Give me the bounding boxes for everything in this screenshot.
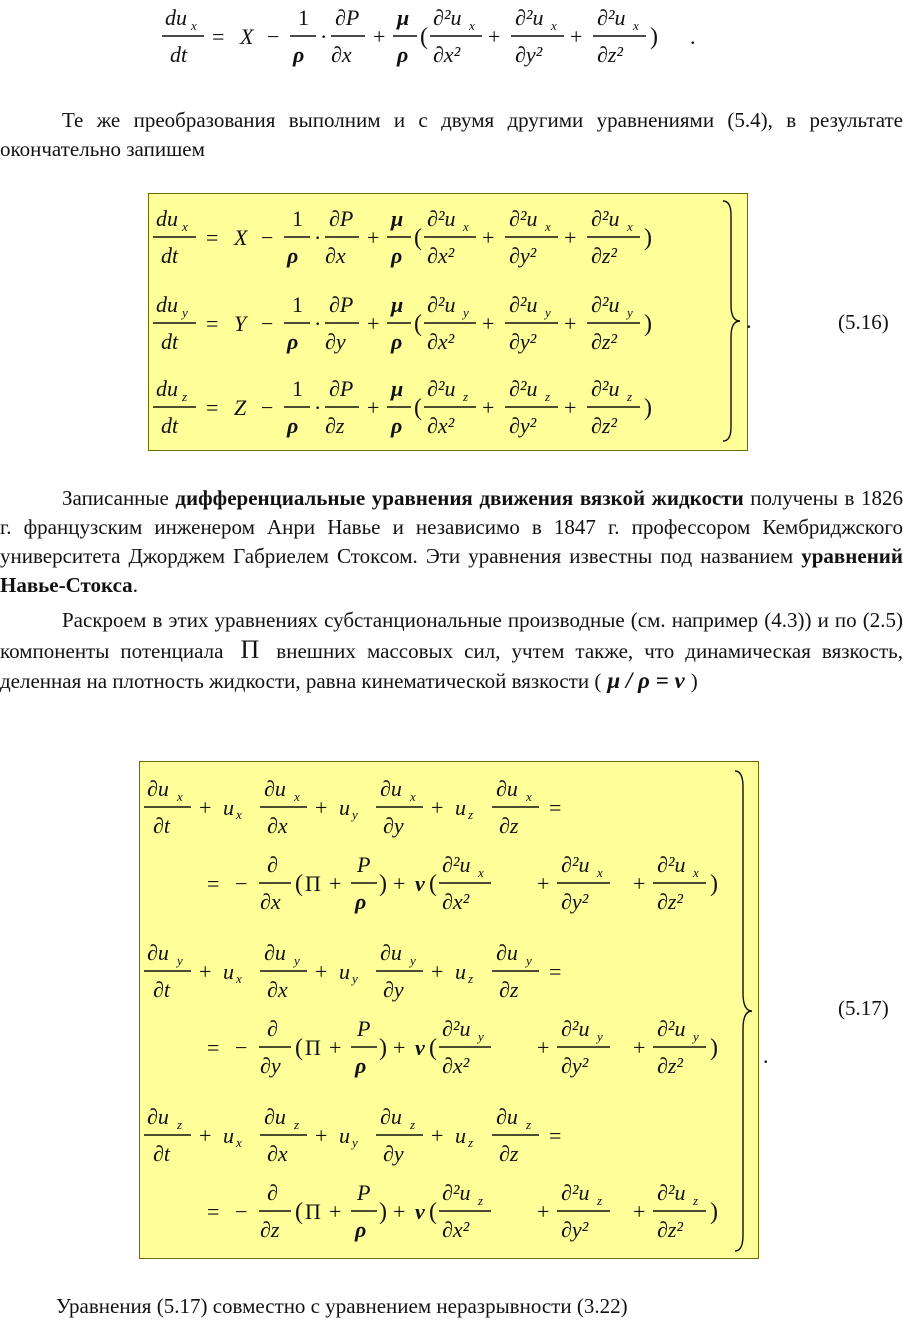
svg-text:x: x [410,789,416,804]
svg-text:dt: dt [161,243,179,268]
svg-text:−: − [235,1199,248,1224]
svg-text:du: du [156,376,178,401]
svg-text:=: = [206,395,219,420]
svg-text:z: z [597,1193,603,1208]
svg-text:+: + [564,311,577,336]
svg-text:x: x [236,1135,242,1150]
svg-text:dt: dt [170,42,188,67]
svg-text:(: ( [420,24,428,50]
svg-text:y: y [182,305,188,320]
svg-text:Π: Π [305,1199,321,1224]
svg-text:x: x [545,219,551,234]
svg-text:∂x²: ∂x² [442,1217,470,1242]
svg-text:x: x [294,789,300,804]
svg-text:x: x [236,971,242,986]
paragraph-substantial-derivatives [0,606,903,696]
svg-text:x: x [182,219,188,234]
svg-text:u: u [223,1123,234,1148]
svg-text:∂: ∂ [267,1016,278,1041]
svg-text:X: X [240,24,254,49]
svg-text:x: x [478,865,484,880]
svg-text:(: ( [429,871,437,897]
svg-text:+: + [393,1199,406,1224]
svg-text:∂u: ∂u [147,776,169,801]
svg-text:ρ: ρ [355,1217,367,1242]
svg-text:u: u [455,1123,466,1148]
svg-text:y: y [410,953,416,968]
svg-text:y: y [478,1029,484,1044]
svg-text:y: y [463,305,469,320]
svg-text:y: y [352,971,358,986]
svg-text:): ) [644,395,652,421]
svg-text:u: u [339,959,350,984]
svg-text:x: x [469,18,475,33]
svg-text:z: z [478,1193,484,1208]
paragraph-transform [0,106,903,164]
svg-text:∂x: ∂x [260,889,281,914]
svg-text:+: + [431,1123,444,1148]
svg-text:x: x [191,18,197,33]
svg-text:∂u: ∂u [380,1104,402,1129]
svg-text:z: z [468,971,474,986]
svg-text:(: ( [295,1199,303,1225]
svg-text:+: + [431,959,444,984]
svg-text:x: x [526,789,532,804]
svg-text:): ) [644,311,652,337]
svg-text:∂²u: ∂²u [509,206,538,231]
svg-text:1: 1 [298,5,309,30]
svg-text:∂y²: ∂y² [561,889,589,914]
svg-text:ρ: ρ [293,42,305,67]
equation-system-5-17 [139,761,779,1261]
svg-text:y: y [177,953,183,968]
svg-text:): ) [650,24,658,50]
svg-text:∂z: ∂z [499,813,519,838]
svg-text:x: x [627,219,633,234]
svg-text:z: z [410,1117,416,1132]
svg-text:∂u: ∂u [380,776,402,801]
svg-text:+: + [564,225,577,250]
svg-text:): ) [379,1035,387,1061]
svg-text:∂x²: ∂x² [433,42,461,67]
svg-text:∂x: ∂x [325,243,346,268]
svg-text:∂y²: ∂y² [561,1217,589,1242]
svg-text:∂y: ∂y [383,813,404,838]
svg-text:∂z²: ∂z² [591,243,618,268]
svg-text:z: z [182,389,188,404]
svg-text:∂P: ∂P [329,206,354,231]
svg-text:∂y²: ∂y² [515,42,543,67]
svg-text:+: + [564,395,577,420]
top-equation [150,0,770,75]
svg-text:∂u: ∂u [264,940,286,965]
potential-symbol: Π [240,635,260,664]
svg-text:=: = [549,795,562,820]
svg-text:∂z²: ∂z² [591,329,618,354]
equation-system-5-16 [148,193,768,451]
svg-text:dt: dt [161,329,179,354]
svg-text:∂x²: ∂x² [427,243,455,268]
svg-text:+: + [537,1035,550,1060]
svg-text:=: = [212,24,225,49]
text-run: ) [690,669,698,693]
svg-text:μ: μ [397,5,410,30]
svg-text:z: z [468,807,474,822]
svg-text:∂y: ∂y [325,329,346,354]
svg-text:·: · [314,395,322,420]
paragraph-text: Те же преобразования выполним и с двумя другими уравнениями (5.4), в результате окончательно запишем [0,108,903,161]
svg-text:.: . [763,1043,769,1068]
svg-text:=: = [549,959,562,984]
svg-text:=: = [206,311,219,336]
svg-text:z: z [294,1117,300,1132]
svg-text:∂²u: ∂²u [427,292,456,317]
svg-text:+: + [199,959,212,984]
svg-text:): ) [710,1199,718,1225]
svg-text:=: = [206,225,219,250]
svg-text:∂z²: ∂z² [657,889,684,914]
svg-text:∂P: ∂P [335,5,360,30]
svg-text:P: P [357,1180,371,1205]
svg-text:ν: ν [415,871,425,896]
svg-text:(: ( [429,1035,437,1061]
svg-text:μ: μ [391,376,404,401]
svg-text:·: · [320,24,328,49]
equation-number-5-17: (5.17) [838,996,889,1020]
bold-term: дифференциальные уравнения движения вязкой жидкости [175,486,744,510]
svg-text:∂x²: ∂x² [427,329,455,354]
svg-text:∂²u: ∂²u [657,852,686,877]
svg-text:∂²u: ∂²u [442,1180,471,1205]
svg-text:x: x [633,18,639,33]
svg-text:∂x: ∂x [267,1141,288,1166]
svg-text:+: + [482,311,495,336]
svg-text:u: u [223,959,234,984]
svg-text:∂u: ∂u [147,940,169,965]
svg-text:∂²u: ∂²u [509,376,538,401]
svg-text:y: y [294,953,300,968]
svg-text:+: + [393,1035,406,1060]
svg-text:x: x [463,219,469,234]
svg-text:+: + [199,1123,212,1148]
svg-text:=: = [207,1199,220,1224]
svg-text:x: x [597,865,603,880]
svg-text:X: X [234,225,248,250]
svg-text:∂²u: ∂²u [657,1016,686,1041]
svg-text:−: − [235,1035,248,1060]
svg-text:∂z²: ∂z² [597,42,624,67]
svg-text:∂y: ∂y [383,977,404,1002]
svg-text:.: . [690,24,696,49]
svg-text:du: du [165,5,187,30]
svg-text:∂z: ∂z [325,413,345,438]
svg-text:ρ: ρ [391,413,403,438]
svg-text:u: u [455,795,466,820]
svg-text:+: + [431,795,444,820]
svg-text:+: + [367,395,380,420]
svg-text:Π: Π [305,871,321,896]
svg-text:∂x: ∂x [331,42,352,67]
svg-text:u: u [339,795,350,820]
svg-text:∂²u: ∂²u [509,292,538,317]
svg-text:∂u: ∂u [264,1104,286,1129]
svg-text:∂y²: ∂y² [509,329,537,354]
svg-text:du: du [156,292,178,317]
svg-text:ρ: ρ [391,329,403,354]
svg-text:ν: ν [415,1035,425,1060]
svg-text:∂P: ∂P [329,376,354,401]
svg-text:∂u: ∂u [496,1104,518,1129]
svg-text:(: ( [414,395,422,421]
svg-text:+: + [570,24,583,49]
svg-text:): ) [379,1199,387,1225]
text-run: получены в 1826 г. французским инженером Анри Навье и независимо в 1847 г. профессором Кембриджского университета Джорджем Габриелем Стоксом. Эти уравнения известны под названием [0,486,903,568]
svg-text:∂²u: ∂²u [591,376,620,401]
svg-text:∂z: ∂z [499,977,519,1002]
text-run: Уравнения (5.17) совместно с уравнением неразрывности (3.22) [56,1294,628,1318]
svg-text:∂y: ∂y [260,1053,281,1078]
svg-text:+: + [633,1035,646,1060]
svg-text:(: ( [414,311,422,337]
svg-text:(: ( [414,225,422,251]
svg-text:+: + [367,225,380,250]
paragraph-continuity [56,1292,896,1321]
svg-text:z: z [463,389,469,404]
svg-text:=: = [549,1123,562,1148]
svg-text:y: y [526,953,532,968]
svg-text:+: + [367,311,380,336]
svg-text:−: − [267,24,280,49]
svg-text:+: + [482,395,495,420]
svg-text:+: + [373,24,386,49]
svg-text:∂²u: ∂²u [427,206,456,231]
svg-text:z: z [177,1117,183,1132]
svg-text:ρ: ρ [397,42,409,67]
svg-text:z: z [468,1135,474,1150]
svg-text:∂x: ∂x [267,977,288,1002]
svg-text:−: − [235,871,248,896]
svg-text:·: · [314,225,322,250]
svg-text:∂²u: ∂²u [561,852,590,877]
equation-number-5-16: (5.16) [838,310,889,334]
svg-text:∂²u: ∂²u [561,1180,590,1205]
svg-text:∂x²: ∂x² [442,1053,470,1078]
svg-text:∂: ∂ [267,1180,278,1205]
svg-text:+: + [633,871,646,896]
svg-text:∂x²: ∂x² [442,889,470,914]
svg-text:∂x: ∂x [267,813,288,838]
svg-text:(: ( [429,1199,437,1225]
svg-text:z: z [627,389,633,404]
svg-text:+: + [315,795,328,820]
svg-text:∂t: ∂t [153,1141,170,1166]
svg-text:∂z²: ∂z² [591,413,618,438]
svg-text:u: u [223,795,234,820]
svg-text:x: x [693,865,699,880]
svg-text:·: · [314,311,322,336]
svg-text:+: + [199,795,212,820]
svg-text:∂x²: ∂x² [427,413,455,438]
svg-text:+: + [329,871,342,896]
svg-text:∂u: ∂u [496,940,518,965]
svg-text:Π: Π [305,1035,321,1060]
svg-text:z: z [545,389,551,404]
svg-text:∂u: ∂u [264,776,286,801]
viscosity-formula: μ / ρ = ν [607,668,685,693]
svg-text:+: + [329,1199,342,1224]
svg-text:+: + [488,24,501,49]
svg-text:Z: Z [234,395,247,420]
svg-text:∂u: ∂u [380,940,402,965]
svg-text:+: + [393,871,406,896]
svg-text:∂z: ∂z [499,1141,519,1166]
svg-text:∂: ∂ [267,852,278,877]
text-run: . [132,573,138,597]
svg-text:.: . [746,308,752,333]
svg-text:du: du [156,206,178,231]
svg-text:∂²u: ∂²u [591,292,620,317]
svg-text:y: y [693,1029,699,1044]
svg-text:ρ: ρ [391,243,403,268]
svg-text:∂²u: ∂²u [442,1016,471,1041]
svg-text:dt: dt [161,413,179,438]
svg-text:μ: μ [391,292,404,317]
svg-text:ρ: ρ [287,243,299,268]
svg-text:): ) [644,225,652,251]
svg-text:(: ( [295,871,303,897]
svg-text:−: − [261,225,274,250]
svg-text:ρ: ρ [355,1053,367,1078]
svg-text:+: + [329,1035,342,1060]
svg-text:=: = [207,1035,220,1060]
svg-text:−: − [261,395,274,420]
svg-text:): ) [710,1035,718,1061]
svg-text:x: x [551,18,557,33]
svg-text:∂²u: ∂²u [442,852,471,877]
svg-text:∂²u: ∂²u [561,1016,590,1041]
svg-text:∂z²: ∂z² [657,1217,684,1242]
svg-text:y: y [545,305,551,320]
svg-text:=: = [207,871,220,896]
svg-text:−: − [261,311,274,336]
svg-text:∂t: ∂t [153,813,170,838]
svg-text:y: y [352,807,358,822]
text-run: Записанные [62,486,176,510]
svg-text:∂y²: ∂y² [509,413,537,438]
svg-text:∂²u: ∂²u [657,1180,686,1205]
svg-text:): ) [710,871,718,897]
svg-text:∂y²: ∂y² [509,243,537,268]
svg-text:+: + [537,1199,550,1224]
svg-text:ρ: ρ [287,329,299,354]
svg-text:μ: μ [391,206,404,231]
svg-text:+: + [537,871,550,896]
svg-text:∂y²: ∂y² [561,1053,589,1078]
svg-text:∂y: ∂y [383,1141,404,1166]
svg-text:∂P: ∂P [329,292,354,317]
text-run: Раскроем в этих уравнениях субстанциональные производные (см. например (4.3)) и по (2.5) компоненты потенциала [0,608,903,663]
svg-text:y: y [352,1135,358,1150]
svg-text:u: u [339,1123,350,1148]
svg-text:ρ: ρ [287,413,299,438]
svg-text:∂t: ∂t [153,977,170,1002]
svg-text:+: + [315,959,328,984]
svg-text:∂²u: ∂²u [515,5,544,30]
bold-term-navier-stokes: уравнений Навье-Стокса [0,544,903,597]
svg-text:x: x [177,789,183,804]
svg-text:∂²u: ∂²u [597,5,626,30]
svg-text:+: + [482,225,495,250]
svg-text:∂²u: ∂²u [591,206,620,231]
svg-text:∂²u: ∂²u [433,5,462,30]
svg-text:): ) [379,871,387,897]
svg-text:y: y [627,305,633,320]
svg-text:+: + [633,1199,646,1224]
svg-text:+: + [315,1123,328,1148]
svg-text:x: x [236,807,242,822]
svg-text:ν: ν [415,1199,425,1224]
svg-text:P: P [357,852,371,877]
svg-text:∂z: ∂z [260,1217,280,1242]
svg-text:1: 1 [292,206,303,231]
svg-text:ρ: ρ [355,889,367,914]
svg-text:1: 1 [292,292,303,317]
svg-text:∂z²: ∂z² [657,1053,684,1078]
svg-text:∂u: ∂u [147,1104,169,1129]
paragraph-navier-stokes [0,484,903,600]
svg-text:(: ( [295,1035,303,1061]
svg-text:u: u [455,959,466,984]
svg-text:∂u: ∂u [496,776,518,801]
svg-text:P: P [357,1016,371,1041]
text-run: внешних массовых сил, учтем также, что динамическая вязкость, деленная на плотность жидкости, равна кинематической вязкости ( [0,639,903,693]
svg-text:y: y [597,1029,603,1044]
svg-text:1: 1 [292,376,303,401]
svg-text:∂²u: ∂²u [427,376,456,401]
svg-text:Y: Y [234,311,247,336]
svg-text:z: z [693,1193,699,1208]
svg-text:z: z [526,1117,532,1132]
